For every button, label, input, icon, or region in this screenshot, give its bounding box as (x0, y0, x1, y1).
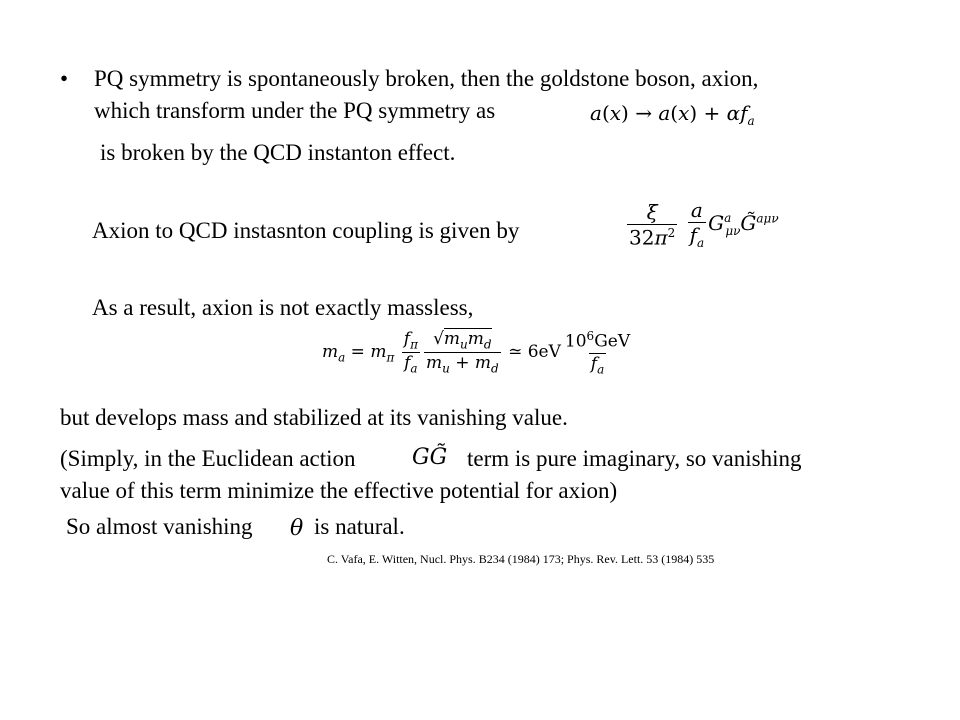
equation-theta: θ (290, 516, 304, 541)
text-line-6: but develops mass and stabilized at its vanishing value. (60, 405, 568, 430)
text-line-7-start: (Simply, in the Euclidean action (60, 446, 356, 471)
equation-g-gdual: GG̃ (412, 445, 448, 470)
equation-axion-shift: $a(x) \to a(x) + \alpha f_a$ (590, 101, 755, 128)
text-line-8: value of this term minimize the effective potential for axion) (60, 478, 618, 503)
text-line-4: Axion to QCD instasnton coupling is given by (92, 218, 520, 243)
equation-axion-coupling: $\frac{\xi}{32\pi^2}$ $\frac{a}{f_a}$ $G^a_{\mu\nu}G̃^{a\mu\nu}$ (629, 198, 779, 250)
text-line-2: which transform under the PQ symmetry as (94, 98, 496, 123)
text-line-7-end: term is pure imaginary, so vanishing (467, 446, 802, 471)
text-line-1: PQ symmetry is spontaneously broken, then the goldstone boson, axion, (94, 66, 759, 91)
equation-axion-mass: $m_a = m_\pi$ $\frac{f_\pi}{f_a}$ $\frac{√m_um_d}{m_u + m_d}$ ≃ 6eV $\frac{10^6GeV}{f_a}$ (322, 328, 631, 377)
text-line-9-start: So almost vanishing (66, 514, 253, 539)
text-line-5: As a result, axion is not exactly massless, (92, 295, 474, 320)
bullet-point: • (60, 66, 69, 91)
text-line-3: is broken by the QCD instanton effect. (100, 140, 456, 165)
text-line-9-end: is natural. (314, 514, 405, 539)
reference-citation: C. Vafa, E. Witten, Nucl. Phys. B234 (1984) 173; Phys. Rev. Lett. 53 (1984) 535 (327, 552, 715, 566)
